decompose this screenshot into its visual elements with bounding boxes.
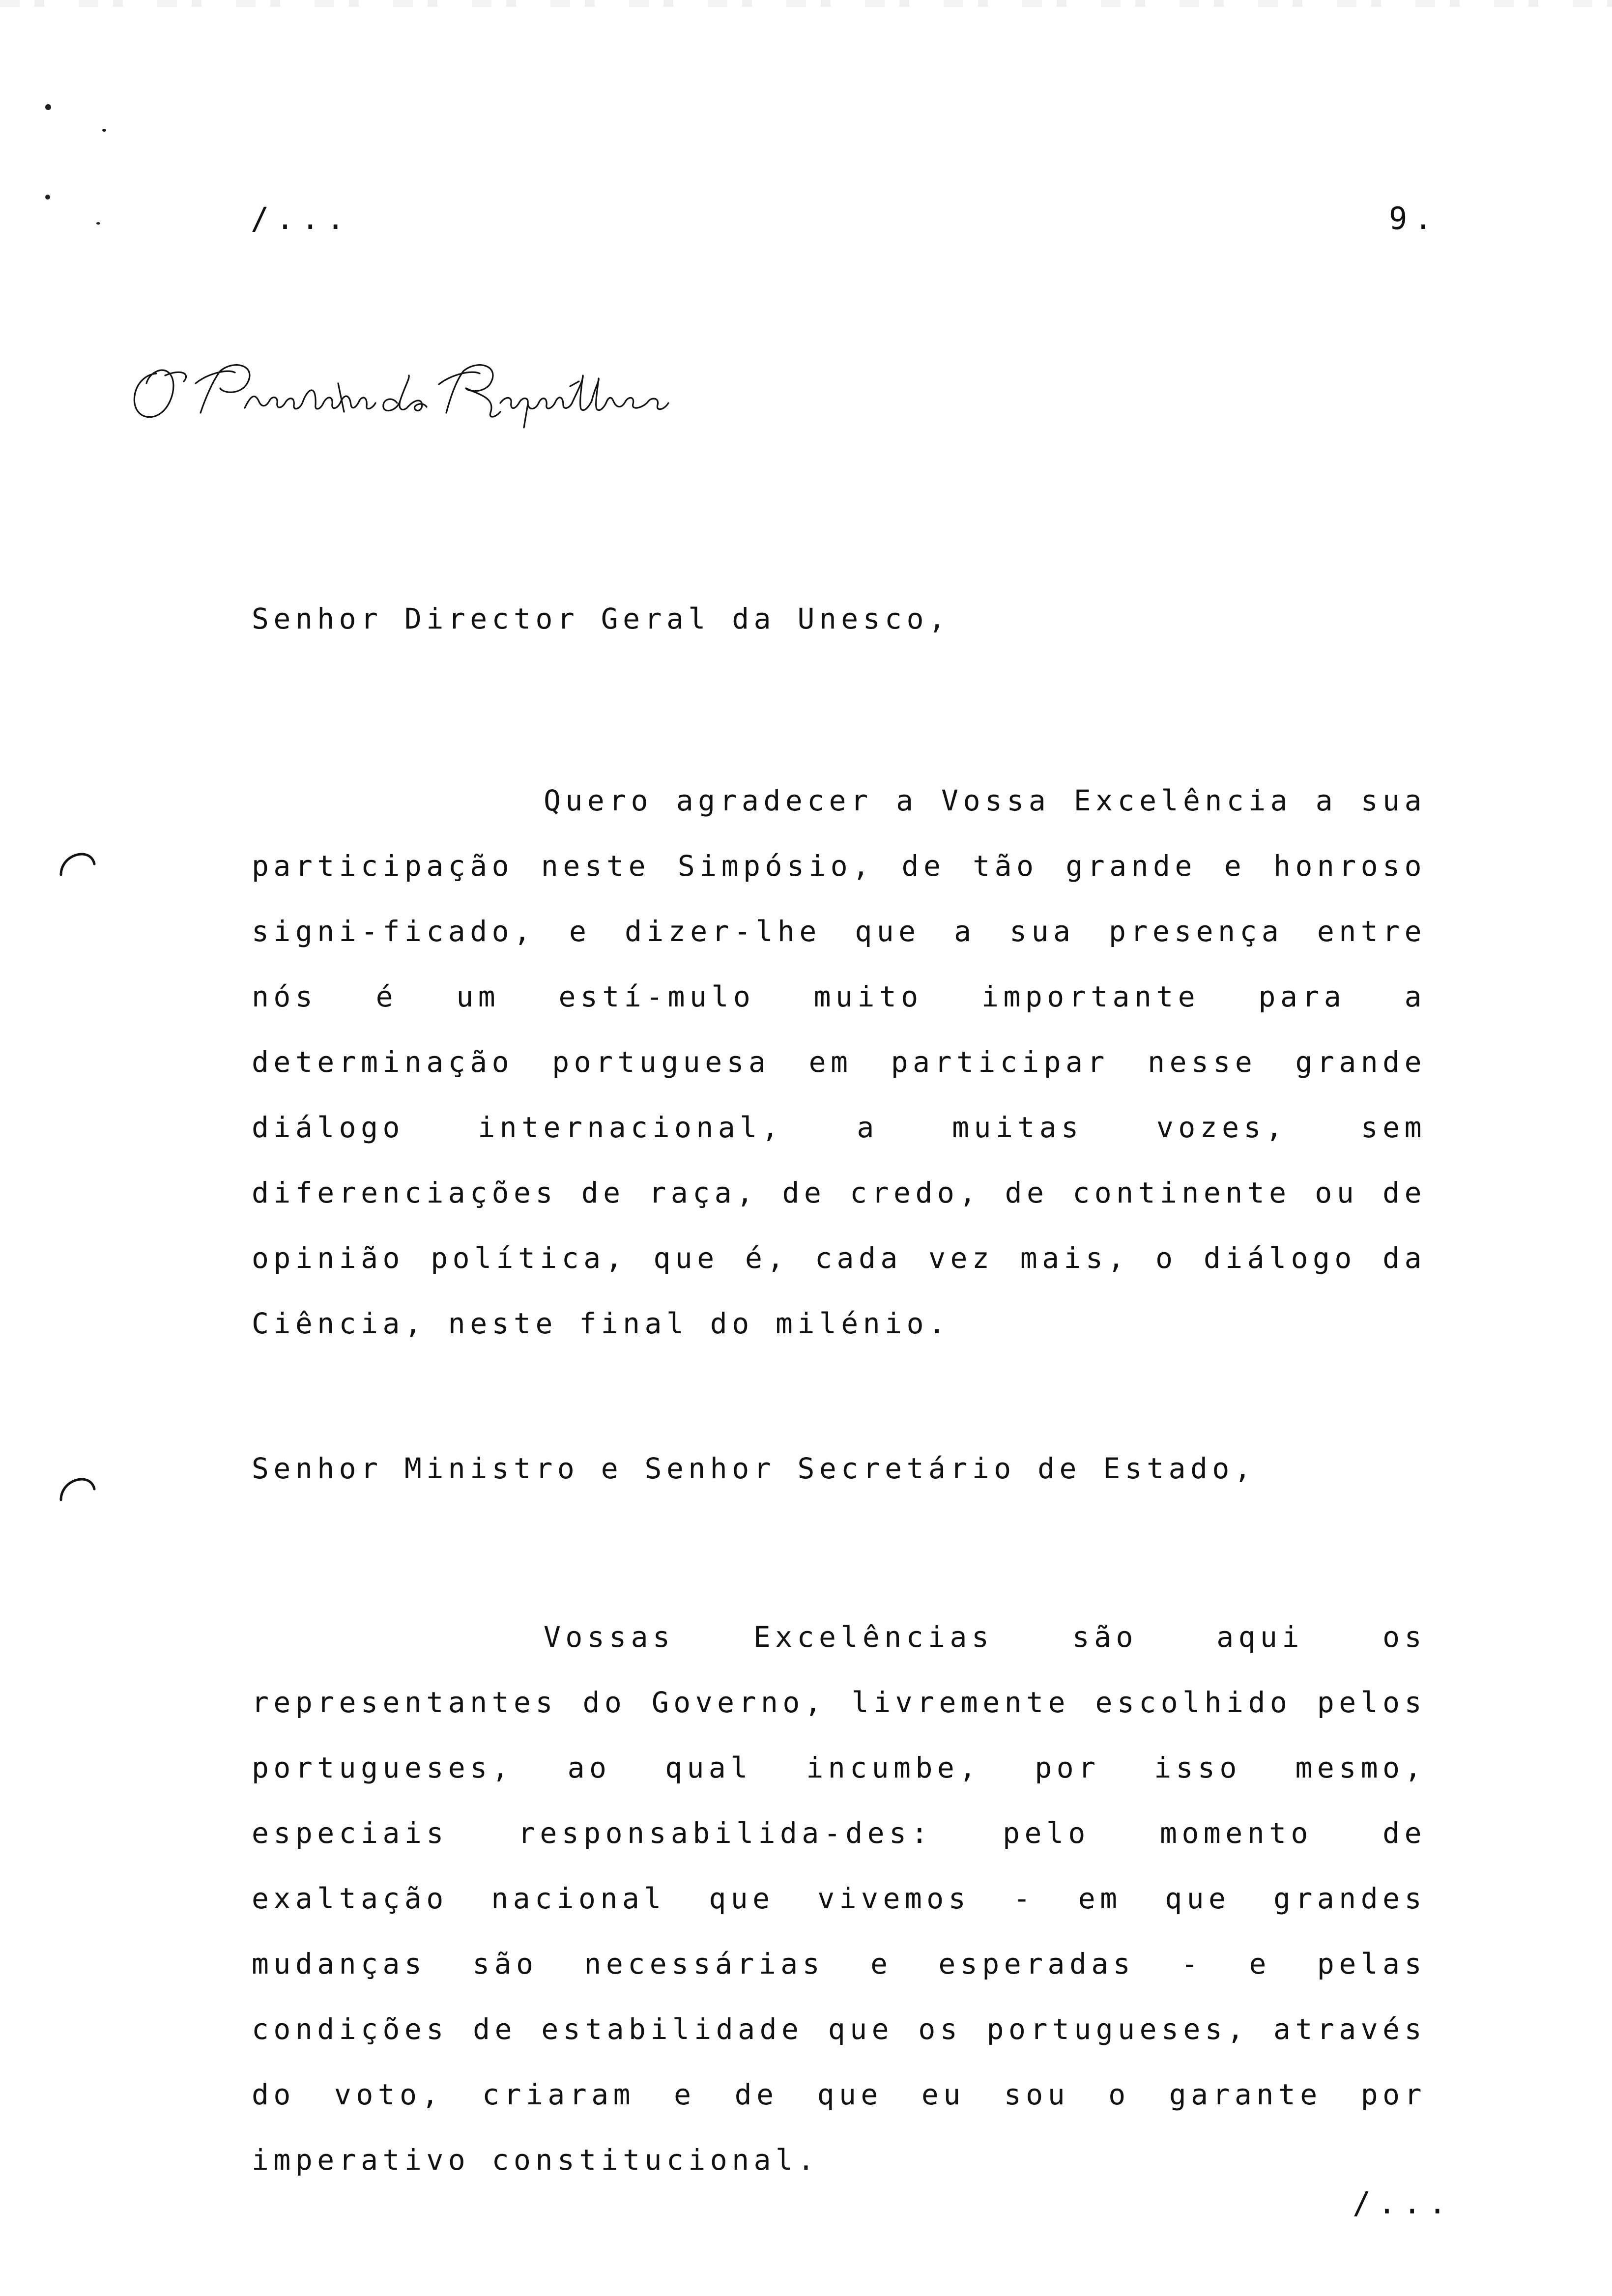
letterhead-text: O Presidente da República — [122, 346, 240, 356]
letterhead-script-logo — [122, 346, 712, 432]
punch-hole-mark — [58, 1469, 96, 1508]
punch-hole-mark — [58, 844, 96, 883]
paragraph-governo: Vossas Excelências são aqui os representantes do Governo, livremente escolhido pelos portugueses, ao qual incumbe, por isso mesmo, especiais responsabilida-des: pelo momento de exaltação nacional que vivemos - em que grandes mudanças são necessárias e esperadas - e pelas condições de estabilidade que os portugueses, através do voto, criaram e de que eu sou o garante por imperativo constitucional. — [252, 1620, 1426, 2177]
paragraph-unesco: Quero agradecer a Vossa Excelência a sua participação neste Simpósio, de tão grande e honroso signi-ficado, e dizer-lhe que a sua presença entre nós é um estí-mulo muito importante para a determinação portuguesa em participar nesse grande diálogo internacional, a muitas vozes, sem diferenciações de raça, de credo, de continente ou de opinião política, que é, cada vez mais, o diálogo da Ciência, neste final do milénio. — [252, 784, 1426, 1340]
scan-speck — [96, 222, 100, 225]
scan-edge-noise — [0, 0, 1612, 7]
salutation-unesco: Senhor Director Geral da Unesco, — [252, 602, 950, 635]
page-number: 9. — [1389, 201, 1439, 236]
scan-speck — [102, 129, 106, 132]
salutation-ministro: Senhor Ministro e Senhor Secretário de Estado, — [252, 1452, 1256, 1485]
scan-speck — [45, 195, 50, 200]
header-continuation-mark: /... — [251, 201, 352, 236]
footer-continuation-mark: /... — [1353, 2185, 1454, 2221]
scan-speck — [45, 104, 51, 110]
